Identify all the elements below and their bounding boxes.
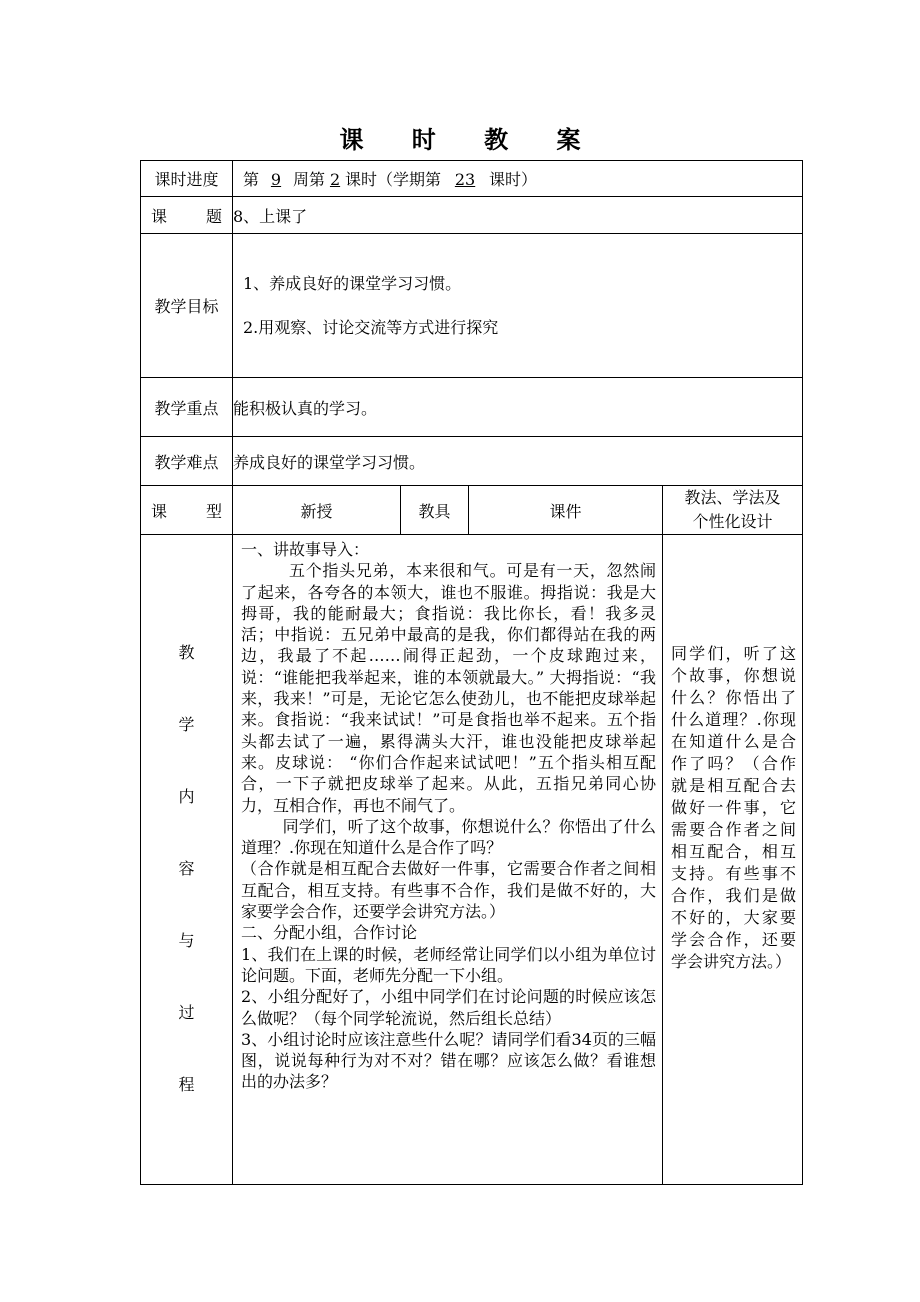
topic-row <box>141 197 803 234</box>
content-paragraph: 二、分配小组，合作讨论 <box>241 923 418 943</box>
content-paragraph: 一、讲故事导入： <box>241 540 370 559</box>
design-header-line-2: 个性化设计 <box>692 512 773 531</box>
key-points-value: 能积极认真的学习。 <box>233 378 803 437</box>
process-label <box>141 535 233 1185</box>
goal-item: 1、养成良好的课堂学习习惯。 <box>243 273 462 293</box>
progress-row <box>141 161 803 197</box>
process-label-char: 学 <box>178 715 195 734</box>
key-points-row <box>141 378 803 437</box>
topic-label <box>141 197 233 234</box>
process-row <box>141 535 803 1185</box>
process-label-char: 内 <box>178 787 195 806</box>
tools-label: 教具 <box>401 486 469 535</box>
design-header <box>663 486 803 535</box>
progress-text-4: 课时） <box>489 170 538 189</box>
process-content <box>233 535 663 1185</box>
week-number: 9 <box>270 170 282 189</box>
page-title: 课 时 教 案 <box>339 125 601 154</box>
process-label-char: 教 <box>178 643 195 662</box>
type-label <box>141 486 233 535</box>
goals-label: 教学目标 <box>141 234 233 378</box>
difficulties-value: 养成良好的课堂学习习惯。 <box>233 437 803 486</box>
type-row <box>141 486 803 535</box>
process-label-char: 与 <box>178 931 195 950</box>
goal-item: 2.用观察、讨论交流等方式进行探究 <box>243 317 499 337</box>
goals-value <box>233 234 803 378</box>
progress-value <box>233 161 803 197</box>
goals-row <box>141 234 803 378</box>
process-label-char: 容 <box>178 859 195 878</box>
progress-text-2: 周第 <box>293 170 326 189</box>
process-label-char: 程 <box>178 1075 195 1094</box>
topic-label-char-1: 课 <box>151 206 168 226</box>
type-value: 新授 <box>233 486 401 535</box>
topic-label-char-2: 题 <box>205 206 222 226</box>
content-paragraph: 五个指头兄弟，本来很和气。可是有一天，忽然闹了起来，各夸各的本领大，谁也不服谁。拇指说：我是大拇哥，我的能耐最大；食指说：我比你长，看！我多灵活；中指说：五兄弟中最高的是我，你们都得站在我的两边，我最了不起……闹得正起劲，一个皮球跑过来，说：“谁能把我举起来，谁的本领就最大。” 大拇指说：“我来，我来！”可是，无论它怎么使劲儿，也不能把皮球举起来。食指说：“我来试试！”可是食指也举不起来。五个指头都去试了一遍，累得满头大汗，谁也没能把皮球举起来。皮球说： “你们合作起来试试吧！”五个指头相互配合，一下子就把皮球举了起来。从此，五指兄弟同心协力，互相合作，再也不闹气了。 <box>241 561 656 815</box>
content-paragraph: （合作就是相互配合去做好一件事，它需要合作者之间相互配合，相互支持。有些事不合作，我们是做不好的，大家要学会合作，还要学会讲究方法。） <box>241 859 656 922</box>
lesson-plan-table <box>140 160 803 1185</box>
term-lesson-number: 23 <box>454 170 476 189</box>
content-paragraph: 3、小组讨论时应该注意些什么呢？请同学们看34页的三幅图，说说每种行为对不对？错在哪？应该怎么做？看谁想出的办法多？ <box>241 1029 656 1092</box>
process-label-char: 过 <box>178 1003 195 1022</box>
type-label-char-2: 型 <box>205 501 222 521</box>
progress-text-3: 课时（学期第 <box>345 170 442 189</box>
design-notes: 同学们，听了这个故事，你想说什么？你悟出了什么道理？.你现在知道什么是合作了吗？（合作就是相互配合去做好一件事，它需要合作者之间相互配合，相互支持。有些事不合作，我们是做不好的，大家要学会合作，还要学会讲究方法。） <box>663 535 803 1185</box>
lesson-number: 2 <box>329 170 341 189</box>
content-paragraph: 同学们，听了这个故事，你想说什么？你悟出了什么道理？.你现在知道什么是合作了吗？ <box>241 816 656 858</box>
design-header-line-1: 教法、学法及 <box>684 488 781 507</box>
difficulties-label: 教学难点 <box>141 437 233 486</box>
tools-value: 课件 <box>469 486 663 535</box>
topic-value: 8、上课了 <box>233 197 803 234</box>
key-points-label: 教学重点 <box>141 378 233 437</box>
content-paragraph: 2、小组分配好了，小组中同学们在讨论问题的时候应该怎么做呢？（每个同学轮流说，然后组长总结） <box>241 987 656 1028</box>
content-paragraph: 1、我们在上课的时候，老师经常让同学们以小组为单位讨论问题。下面，老师先分配一下小组。 <box>241 944 656 985</box>
difficulties-row <box>141 437 803 486</box>
progress-label: 课时进度 <box>141 161 233 197</box>
progress-text-1: 第 <box>243 170 260 189</box>
type-label-char-1: 课 <box>151 501 168 521</box>
